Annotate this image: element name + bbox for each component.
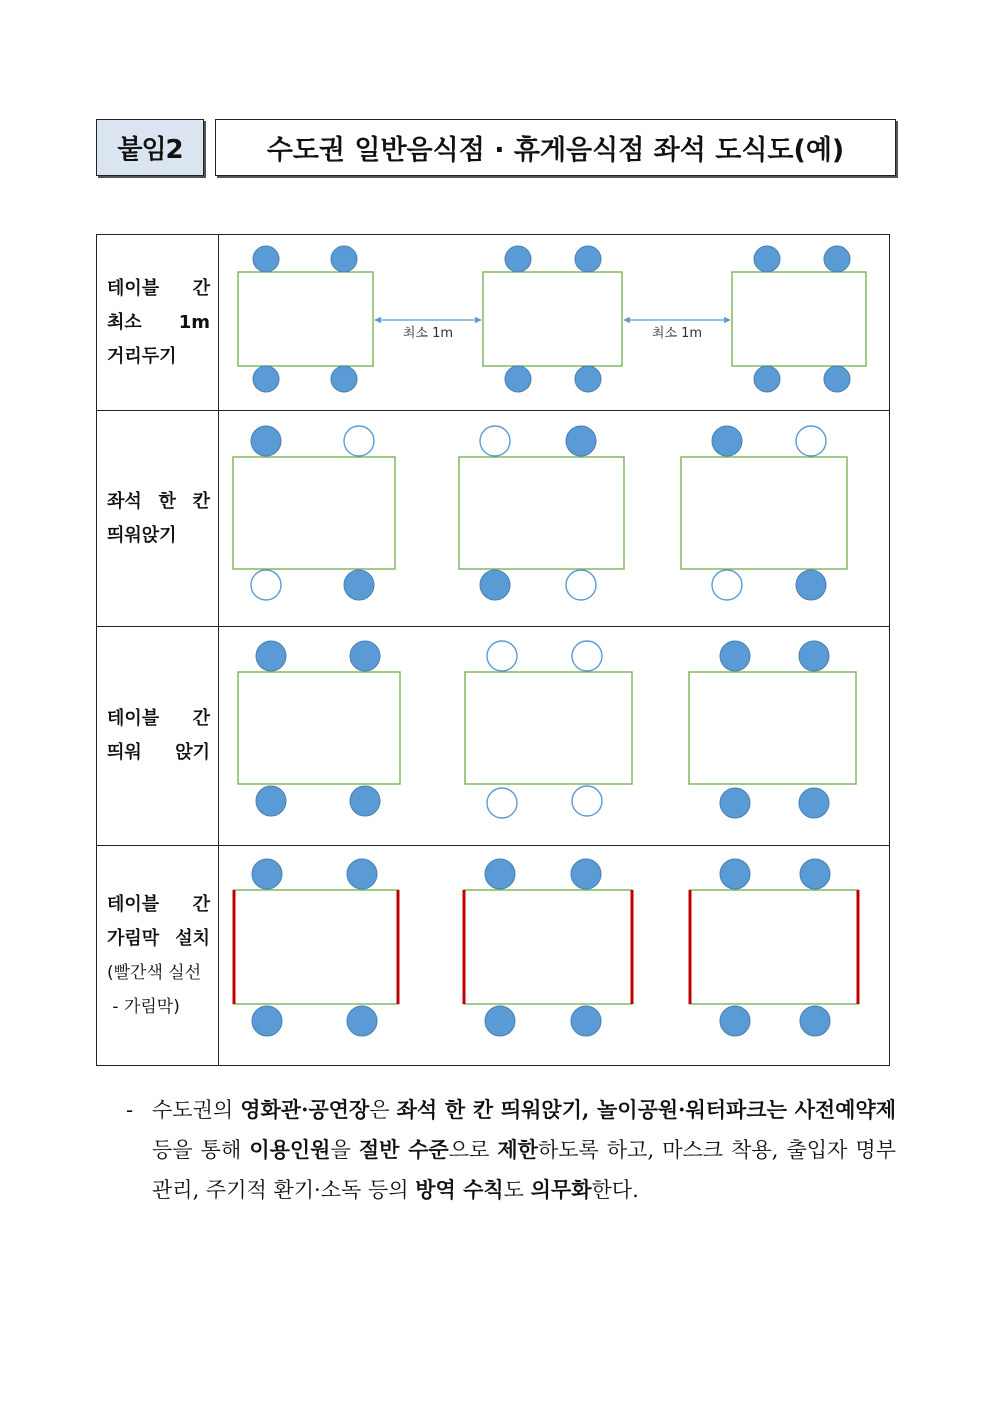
row-table-gap (97, 627, 890, 846)
empty-circle-seat-icon (572, 786, 602, 816)
empty-circle-seat-icon (566, 570, 596, 600)
empty-circle-seat-icon (480, 426, 510, 456)
table (233, 457, 395, 569)
label-sub-line: (빨간색 실선 (107, 962, 202, 983)
note-segment: 절반 수준 (358, 1137, 449, 1162)
filled-circle-seat-icon (720, 859, 750, 889)
filled-circle-seat-icon (799, 641, 829, 671)
filled-circle-seat-icon (331, 246, 357, 272)
filled-circle-seat-icon (754, 246, 780, 272)
filled-circle-seat-icon (571, 859, 601, 889)
row-partition (97, 846, 890, 1066)
row-label (97, 627, 219, 846)
filled-circle-seat-icon (505, 246, 531, 272)
filled-circle-seat-icon (754, 366, 780, 392)
figure-cell (219, 235, 890, 411)
note-segment: 으로 (448, 1138, 498, 1162)
note-segment: 도 (503, 1178, 531, 1202)
note-segment: 제한 (497, 1137, 538, 1162)
filled-circle-seat-icon (253, 246, 279, 272)
label-line: 테이블 간 (107, 277, 210, 299)
table (465, 672, 632, 784)
table (464, 890, 632, 1004)
table (681, 457, 847, 569)
filled-circle-seat-icon (800, 859, 830, 889)
row-distance (97, 235, 890, 411)
filled-circle-seat-icon (799, 788, 829, 818)
note-segment: 영화관·공연장 (240, 1097, 370, 1122)
filled-circle-seat-icon (800, 1006, 830, 1036)
label-line: 가림막 설치 (107, 927, 210, 949)
filled-circle-seat-icon (485, 859, 515, 889)
filled-circle-seat-icon (575, 246, 601, 272)
label-line: 좌석 한 칸 (107, 490, 210, 512)
attachment-tag: 붙임2 (96, 119, 204, 176)
filled-circle-seat-icon (720, 641, 750, 671)
distance-label: 최소 1m (402, 326, 454, 341)
label-line: 띄워앉기 (107, 524, 177, 546)
filled-circle-seat-icon (824, 366, 850, 392)
empty-circle-seat-icon (344, 426, 374, 456)
figure-partition (219, 846, 889, 1065)
label-sub-line: - 가림막) (107, 996, 180, 1017)
row-label (97, 846, 219, 1066)
empty-circle-seat-icon (712, 570, 742, 600)
empty-circle-seat-icon (572, 641, 602, 671)
empty-circle-seat-icon (487, 641, 517, 671)
label-line: 띄워 앉기 (107, 742, 210, 763)
filled-circle-seat-icon (485, 1006, 515, 1036)
note-segment: 수도권의 (152, 1098, 241, 1122)
figure-table-gap (219, 627, 889, 845)
filled-circle-seat-icon (253, 366, 279, 392)
note-segment: 좌석 한 칸 띄워앉기, 놀이공원·워터파크는 사전예약제 (396, 1097, 897, 1122)
filled-circle-seat-icon (712, 426, 742, 456)
table (238, 672, 400, 784)
filled-circle-seat-icon (347, 1006, 377, 1036)
filled-circle-seat-icon (350, 786, 380, 816)
note-body (152, 1090, 896, 1210)
empty-circle-seat-icon (251, 570, 281, 600)
filled-circle-seat-icon (347, 859, 377, 889)
filled-circle-seat-icon (720, 788, 750, 818)
filled-circle-seat-icon (252, 859, 282, 889)
filled-circle-seat-icon (571, 1006, 601, 1036)
note-segment: 은 (369, 1098, 397, 1122)
seating-diagram-table (96, 234, 890, 1066)
label-line: 거리두기 (107, 345, 177, 367)
filled-circle-seat-icon (256, 786, 286, 816)
label-line: 테이블 간 (107, 708, 210, 729)
filled-circle-seat-icon (575, 366, 601, 392)
note-segment: 방역 수칙 (415, 1177, 504, 1202)
figure-cell (219, 411, 890, 627)
filled-circle-seat-icon (505, 366, 531, 392)
table (483, 272, 622, 366)
table (238, 272, 373, 366)
empty-circle-seat-icon (796, 426, 826, 456)
note-dash: - (126, 1098, 134, 1122)
note-segment: 한다. (591, 1178, 639, 1202)
filled-circle-seat-icon (824, 246, 850, 272)
policy-note (126, 1090, 896, 1210)
label-line: 테이블 간 (107, 893, 210, 915)
filled-circle-seat-icon (720, 1006, 750, 1036)
note-segment: 등을 통해 (152, 1138, 250, 1162)
filled-circle-seat-icon (331, 366, 357, 392)
figure-cell (219, 846, 890, 1066)
table (234, 890, 398, 1004)
distance-label: 최소 1m (651, 326, 703, 341)
row-label (97, 235, 219, 411)
note-segment: 이용인원 (249, 1137, 331, 1162)
page-title: 수도권 일반음식점 · 휴게음식점 좌석 도식도(예) (215, 119, 896, 176)
label-line: 최소 1m (107, 311, 210, 333)
filled-circle-seat-icon (796, 570, 826, 600)
filled-circle-seat-icon (252, 1006, 282, 1036)
filled-circle-seat-icon (251, 426, 281, 456)
table (690, 890, 858, 1004)
table (689, 672, 856, 784)
filled-circle-seat-icon (344, 570, 374, 600)
filled-circle-seat-icon (350, 641, 380, 671)
filled-circle-seat-icon (566, 426, 596, 456)
row-label (97, 411, 219, 627)
table (732, 272, 866, 366)
note-segment: 의무화 (530, 1177, 592, 1202)
figure-seat-gap (219, 411, 889, 626)
row-seat-gap (97, 411, 890, 627)
empty-circle-seat-icon (487, 788, 517, 818)
figure-distance (219, 235, 889, 410)
table (459, 457, 624, 569)
note-segment: 하도록 하고, 마스크 착용, 출입자 명부 관리, 주기적 환기·소독 등의 (152, 1138, 896, 1202)
filled-circle-seat-icon (480, 570, 510, 600)
figure-cell (219, 627, 890, 846)
note-segment: 을 (330, 1138, 359, 1162)
filled-circle-seat-icon (256, 641, 286, 671)
